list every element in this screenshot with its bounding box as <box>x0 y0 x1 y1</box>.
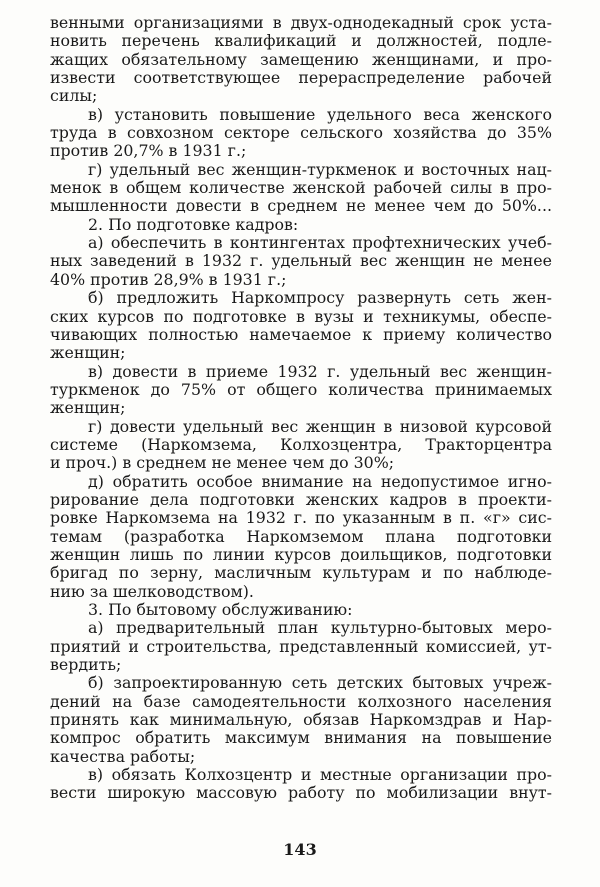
text-line: 40% против 28,9% в 1931 г.; <box>50 270 287 289</box>
body-text <box>50 14 552 803</box>
text-line: рирование дела подготовки женских кадров в проекти- <box>50 490 552 509</box>
text-line: б) запроектированную сеть детских бытовых учреж- <box>88 674 552 693</box>
text-line: вердить; <box>50 656 122 675</box>
text-line: труда в совхозном секторе сельского хозяйства до 35% <box>50 124 552 143</box>
text-line: и проч.) в среднем не менее чем до 30%; <box>50 454 395 473</box>
text-line: нию за шелководством). <box>50 582 254 601</box>
text-line: б) предложить Наркомпросу развернуть сеть жен- <box>88 289 552 308</box>
text-line: силы; <box>50 87 98 106</box>
text-line: принять как минимальную, обязав Наркомздрав и Нар- <box>50 711 552 730</box>
text-line: извести соответствующее перераспределение рабочей <box>50 69 552 88</box>
text-line: темам (разработка Наркомземом плана подготовки <box>50 527 552 546</box>
text-line: менок в общем количестве женской рабочей силы в про- <box>50 179 552 198</box>
text-line: в) установить повышение удельного веса женского <box>88 105 552 124</box>
page-number: 143 <box>283 840 317 859</box>
text-line: а) обеспечить в контингентах профтехнических учеб- <box>88 234 552 253</box>
text-line: жащих обязательному замещению женщинами, и про- <box>50 50 552 69</box>
text-line: венными организациями в двух-однодекадный срок уста- <box>50 14 552 32</box>
section-heading: 2. По подготовке кадров: <box>88 215 299 234</box>
text-line: женщин; <box>50 399 126 418</box>
text-line: в) довести в приеме 1932 г. удельный вес женщин- <box>88 362 552 381</box>
text-line: г) удельный вес женщин-туркменок и восточных нац- <box>88 160 552 179</box>
text-line: дений на базе самодеятельности колхозного населения <box>50 692 552 711</box>
text-line: мышленности довести в среднем не менее чем до 50%... <box>50 197 552 216</box>
text-line: вести широкую массовую работу по мобилизации внут- <box>50 784 552 803</box>
text-line: женщин; <box>50 344 126 363</box>
text-line: д) обратить особое внимание на недопустимое игно- <box>88 472 552 491</box>
text-line: новить перечень квалификаций и должностей, подле- <box>50 32 552 51</box>
text-line: против 20,7% в 1931 г.; <box>50 142 247 161</box>
text-line: системе (Наркомзема, Колхозцентра, Тракторцентра <box>50 435 552 454</box>
text-line: компрос обратить максимум внимания на повышение <box>50 729 552 748</box>
text-line: а) предварительный план культурно-бытовых меро- <box>88 619 552 638</box>
text-line: туркменок до 75% от общего количества принимаемых <box>50 380 552 399</box>
text-line: ровке Наркомзема на 1932 г. по указанным в п. «г» сис- <box>50 509 552 528</box>
text-line: женщин лишь по линии курсов доильщиков, подготовки <box>50 545 552 564</box>
text-line: ских курсов по подготовке в вузы и техникумы, обеспе- <box>50 307 552 326</box>
text-line: чивающих полностью намечаемое к приему количество <box>50 325 552 344</box>
text-line: бригад по зерну, масличным культурам и по наблюде- <box>50 564 552 583</box>
text-line: приятий и строительства, представленный комиссией, ут- <box>50 637 552 656</box>
text-line: качества работы; <box>50 747 196 766</box>
text-line: г) довести удельный вес женщин в низовой курсовой <box>88 417 552 436</box>
text-line: в) обязать Колхозцентр и местные организации про- <box>88 766 552 785</box>
section-heading: 3. По бытовому обслуживанию: <box>88 601 353 619</box>
text-line: ных заведений в 1932 г. удельный вес женщин не менее <box>50 252 552 271</box>
